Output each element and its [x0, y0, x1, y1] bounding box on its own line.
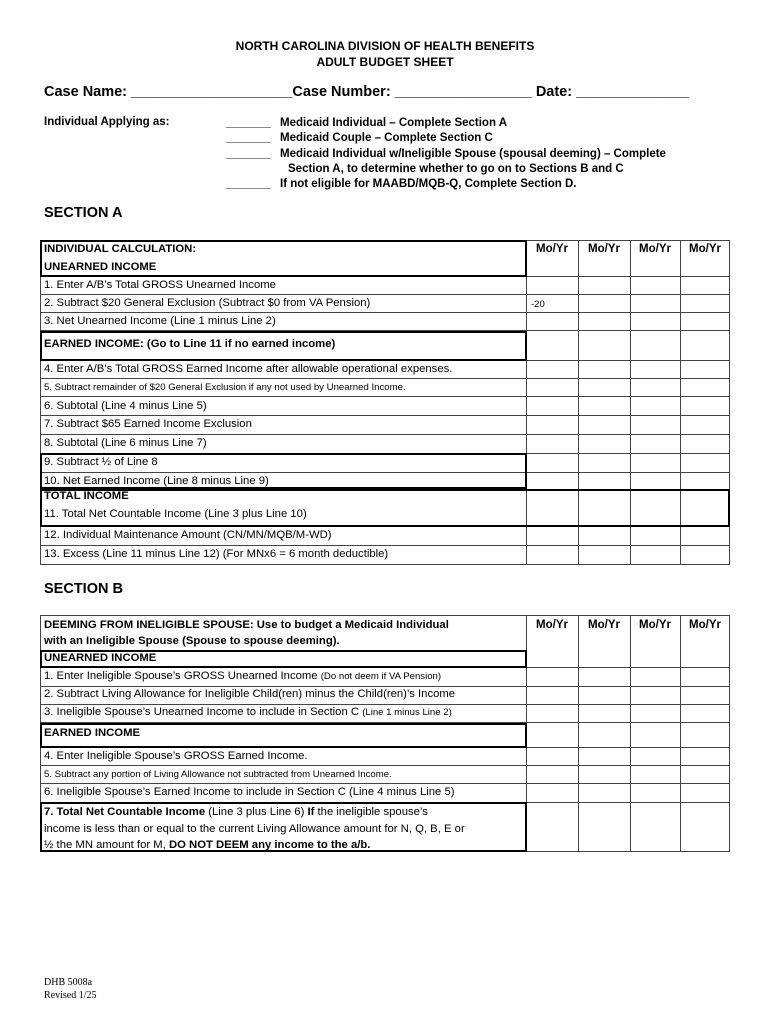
- b-line-7-condition-cont: income is less than or equal to the current Living Allowance amount for N, Q, B, E or: [44, 822, 465, 835]
- option-label: If not eligible for MAABD/MQB-Q, Complete Section D.: [280, 178, 577, 191]
- date-field[interactable]: ______________: [576, 84, 690, 100]
- earned-income-heading: EARNED INCOME: [44, 727, 141, 739]
- case-name-field[interactable]: ____________________: [131, 84, 293, 100]
- month-year-header-4: Mo/Yr: [689, 243, 721, 255]
- line-5-text: 5. Subtract remainder of $20 General Exclusion if any not used by Unearned Income.: [44, 382, 406, 393]
- option-medicaid-couple: [226, 131, 666, 146]
- option-blank[interactable]: _______: [226, 117, 271, 129]
- applying-as-label: Individual Applying as:: [44, 116, 170, 128]
- line-2-text: 2. Subtract $20 General Exclusion (Subtract $0 from VA Pension): [44, 297, 371, 309]
- option-not-eligible: [226, 177, 666, 192]
- month-year-header-2: Mo/Yr: [588, 243, 620, 255]
- deeming-heading-line-1: DEEMING FROM INELIGIBLE SPOUSE: Use to budget a Medicaid Individual: [44, 619, 449, 631]
- section-a-table: [40, 240, 730, 565]
- line-2-value: -20: [531, 299, 545, 310]
- option-blank[interactable]: _______: [226, 178, 271, 191]
- line-1-text: 1. Enter A/B’s Total GROSS Unearned Income: [44, 279, 276, 291]
- month-year-header-2: Mo/Yr: [588, 619, 620, 631]
- line-7-text: 7. Subtract $65 Earned Income Exclusion: [44, 418, 252, 430]
- line-3-text: 3. Net Unearned Income (Line 1 minus Line 2): [44, 315, 276, 327]
- case-number-field[interactable]: _________________: [394, 84, 532, 100]
- option-blank[interactable]: _______: [226, 147, 271, 160]
- month-year-header-1: Mo/Yr: [536, 243, 568, 255]
- option-ineligible-spouse: [226, 147, 666, 162]
- line-12-text: 12. Individual Maintenance Amount (CN/MN/MQB/M-WD): [44, 529, 332, 541]
- b-line-1-text: [44, 670, 441, 682]
- option-label: Medicaid Individual w/Ineligible Spouse (spousal deeming) – Complete: [280, 147, 666, 160]
- line-8-text: 8. Subtotal (Line 6 minus Line 7): [44, 437, 207, 449]
- option-label: Medicaid Couple – Complete Section C: [280, 132, 493, 145]
- option-medicaid-individual: [226, 116, 666, 131]
- case-number-label: Case Number:: [292, 84, 391, 100]
- form-number: DHB 5008a: [44, 977, 93, 988]
- b-line-7-mn-note: ½ the MN amount for M,: [44, 839, 166, 851]
- b-line-3-text: [44, 706, 452, 718]
- month-year-header-3: Mo/Yr: [639, 619, 671, 631]
- section-b-table: [40, 615, 730, 852]
- date-label: Date:: [535, 84, 573, 100]
- month-year-header-1: Mo/Yr: [536, 619, 568, 631]
- case-name-label: Case Name:: [44, 84, 128, 100]
- option-label: Medicaid Individual – Complete Section A: [280, 117, 508, 129]
- b-line-5-text: 5. Subtract any portion of Living Allowance not subtracted from Unearned Income.: [44, 769, 392, 780]
- line-6-text: 6. Subtotal (Line 4 minus Line 5): [44, 400, 207, 412]
- b-line-1-note: (Do not deem if VA Pension): [320, 671, 442, 682]
- total-income-heading: TOTAL INCOME: [44, 490, 129, 502]
- b-line-7-if: If: [307, 806, 315, 818]
- individual-calculation-heading: INDIVIDUAL CALCULATION:: [44, 243, 197, 255]
- form-title: NORTH CAROLINA DIVISION OF HEALTH BENEFITS: [235, 39, 535, 53]
- month-year-header-3: Mo/Yr: [639, 243, 671, 255]
- section-b-title: SECTION B: [44, 581, 123, 597]
- b-line-7-text: [44, 804, 524, 854]
- line-13-text: 13. Excess (Line 11 minus Line 12) (For MNx6 = 6 month deductible): [44, 548, 389, 560]
- b-line-3-note: (Line 1 minus Line 2): [362, 707, 452, 718]
- form-subtitle: ADULT BUDGET SHEET: [316, 55, 454, 69]
- b-line-7-condition: the ineligible spouse’s: [317, 806, 428, 818]
- unearned-income-heading: UNEARNED INCOME: [44, 261, 157, 273]
- b-line-7-do-not-deem: DO NOT DEEM any income to the a/b.: [168, 839, 371, 851]
- deeming-heading-line-2: with an Ineligible Spouse (Spouse to spouse deeming).: [44, 635, 340, 647]
- applying-options: [226, 116, 666, 192]
- b-line-3-label: 3. Ineligible Spouse’s Unearned Income to include in Section C: [44, 706, 360, 718]
- month-year-header-4: Mo/Yr: [689, 619, 721, 631]
- option-ineligible-spouse-cont: [226, 162, 666, 177]
- option-blank[interactable]: _______: [226, 132, 271, 145]
- form-footer: [44, 976, 97, 1002]
- unearned-income-heading: UNEARNED INCOME: [44, 652, 157, 664]
- b-line-7-label: 7. Total Net Countable Income: [44, 806, 206, 818]
- line-4-text: 4. Enter A/B’s Total GROSS Earned Income after allowable operational expenses.: [44, 363, 453, 375]
- line-10-text: 10. Net Earned Income (Line 8 minus Line 9): [44, 475, 269, 487]
- earned-income-heading: EARNED INCOME: (Go to Line 11 if no earned income): [44, 338, 336, 350]
- line-9-text: 9. Subtract ½ of Line 8: [44, 456, 158, 468]
- line-11-text: 11. Total Net Countable Income (Line 3 plus Line 10): [44, 508, 307, 520]
- b-line-1-label: 1. Enter Ineligible Spouse’s GROSS Unearned Income: [44, 670, 318, 682]
- option-label: Section A, to determine whether to go on to Sections B and C: [288, 162, 624, 175]
- b-line-4-text: 4. Enter Ineligible Spouse’s GROSS Earned Income.: [44, 750, 308, 762]
- case-info-line: [44, 84, 689, 100]
- b-line-6-text: 6. Ineligible Spouse’s Earned Income to include in Section C (Line 4 minus Line 5): [44, 786, 455, 798]
- b-line-7-formula: (Line 3 plus Line 6): [208, 806, 305, 818]
- b-line-2-text: 2. Subtract Living Allowance for Ineligible Child(ren) minus the Child(ren)’s Income: [44, 688, 456, 700]
- section-a-title: SECTION A: [44, 205, 123, 221]
- revision-date: Revised 1/25: [44, 990, 97, 1001]
